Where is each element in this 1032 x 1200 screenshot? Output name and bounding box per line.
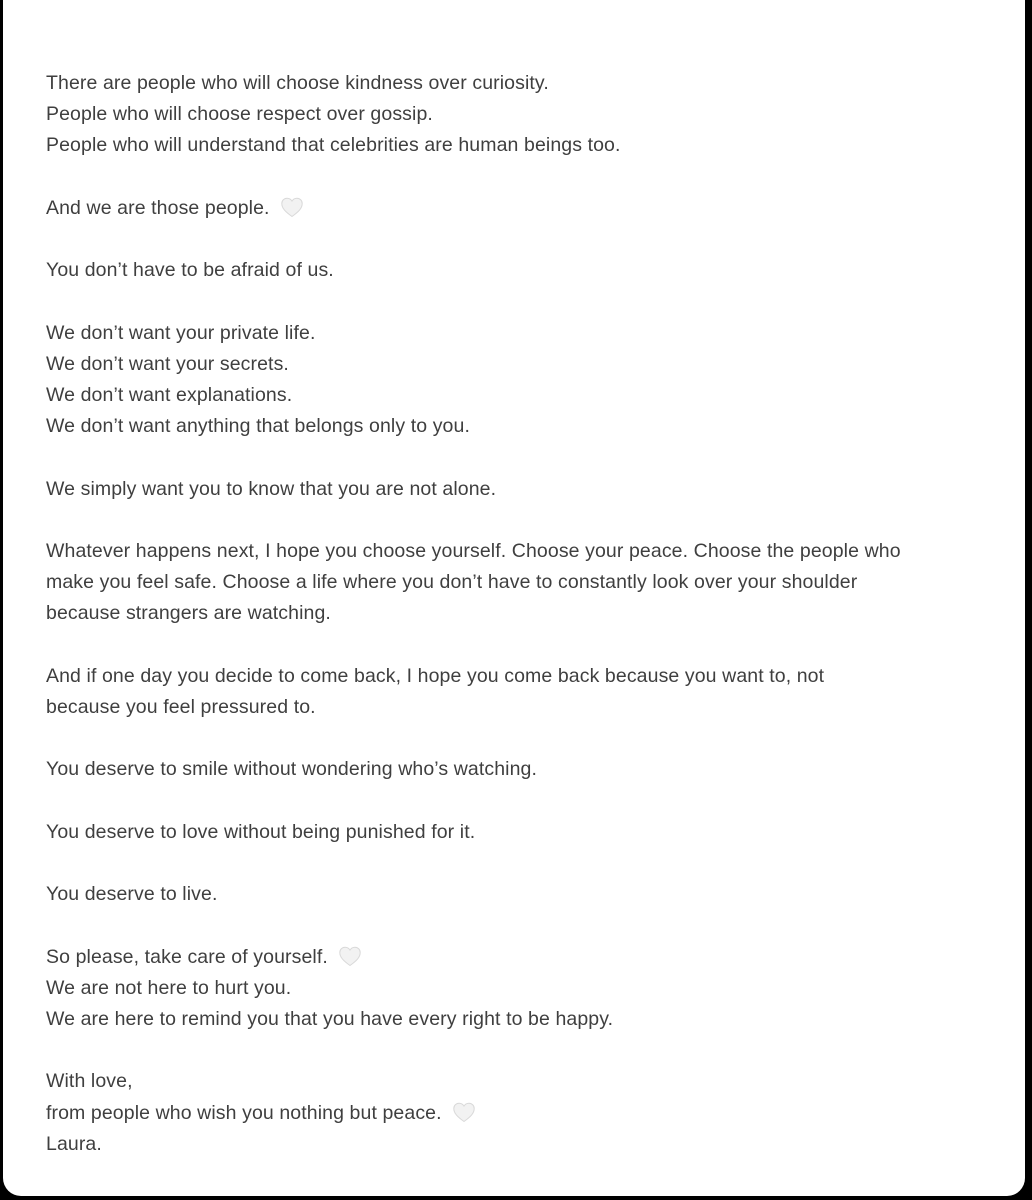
text-line: We don’t want your private life. <box>46 321 316 344</box>
text-line: We don’t want your secrets. <box>46 352 289 375</box>
document-page <box>3 0 1025 1196</box>
white-heart-icon <box>338 945 362 967</box>
white-heart-icon <box>452 1101 476 1123</box>
paragraph-10 <box>46 879 1006 910</box>
text-line: There are people who will choose kindness over curiosity. <box>46 72 549 94</box>
white-heart-icon <box>280 196 304 218</box>
text-line: We are here to remind you that you have every right to be happy. <box>46 1007 614 1030</box>
paragraph-4 <box>46 318 1006 443</box>
text-line: You deserve to love without being punished for it. <box>46 820 476 843</box>
text-line: We simply want you to know that you are not alone. <box>46 477 497 500</box>
text-line: We are not here to hurt you. <box>46 976 292 999</box>
text-line: So please, take care of yourself. <box>46 945 328 968</box>
signature-name: Laura. <box>46 1132 102 1155</box>
text-line: With love, <box>46 1070 133 1093</box>
paragraph-8 <box>46 754 1006 785</box>
letter-body <box>46 68 1006 1160</box>
text-line: You don’t have to be afraid of us. <box>46 259 334 282</box>
paragraph-9 <box>46 817 1006 848</box>
paragraph-2 <box>46 193 1006 224</box>
paragraph-6 <box>46 536 1006 630</box>
text-line: We don’t want explanations. <box>46 383 293 406</box>
text-line: because you feel pressured to. <box>46 695 316 718</box>
paragraph-7 <box>46 661 1006 723</box>
text-line: from people who wish you nothing but peace. <box>46 1101 442 1124</box>
paragraph-3 <box>46 255 1006 286</box>
text-line: You deserve to live. <box>46 883 218 906</box>
text-line: because strangers are watching. <box>46 602 331 625</box>
text-line: Whatever happens next, I hope you choose yourself. Choose your peace. Choose the people who <box>46 539 901 562</box>
text-line: And we are those people. <box>46 196 270 219</box>
paragraph-5 <box>46 474 1006 505</box>
text-line: We don’t want anything that belongs only to you. <box>46 415 470 438</box>
text-line-with-heart <box>46 1098 1006 1129</box>
paragraph-11 <box>46 942 1006 1036</box>
text-line: You deserve to smile without wondering who’s watching. <box>46 758 538 781</box>
text-line: People who will understand that celebrities are human beings too. <box>46 134 621 157</box>
paragraph-12-signature <box>46 1066 1006 1160</box>
text-line-with-heart <box>46 193 1006 224</box>
text-line: People who will choose respect over gossip. <box>46 103 433 126</box>
text-line: And if one day you decide to come back, I hope you come back because you want to, not <box>46 664 825 687</box>
text-line-with-heart <box>46 942 1006 973</box>
text-line: make you feel safe. Choose a life where you don’t have to constantly look over your shoulder <box>46 571 858 594</box>
paragraph-1 <box>46 68 1006 162</box>
